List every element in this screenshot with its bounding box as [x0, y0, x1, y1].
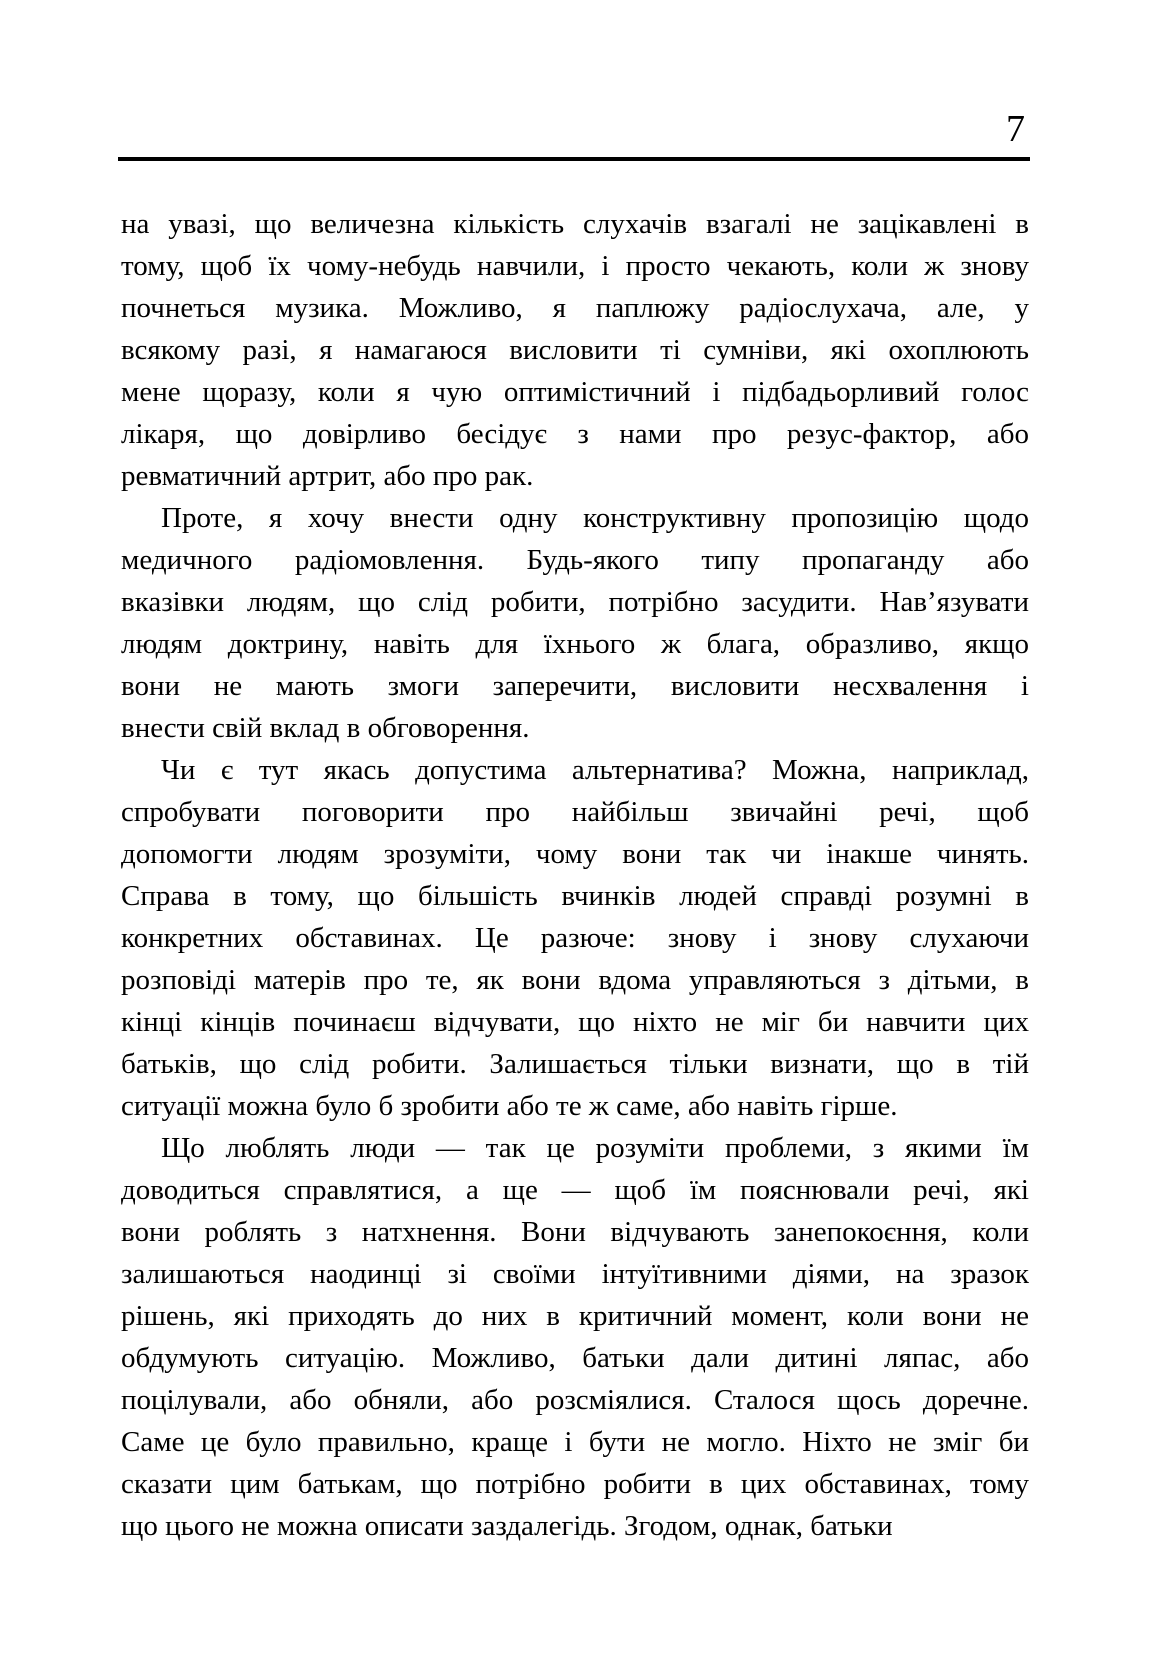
text-line: залишаються наодинці зі своїми інтуїтивними діями, на зразок — [121, 1258, 1029, 1290]
page-body — [121, 203, 1029, 1547]
text-line: вони не мають змоги заперечити, висловити несхвалення і — [121, 670, 1029, 702]
text-line: батьків, що слід робити. Залишається тільки визнати, що в тій — [121, 1048, 1029, 1080]
text-line: допомогти людям зрозуміти, чому вони так чи інакше чинять. — [121, 838, 1029, 870]
text-line: лікаря, що довірливо бесідує з нами про резус-фактор, або — [121, 418, 1029, 450]
text-line: вказівки людям, що слід робити, потрібно засудити. Нав’язувати — [121, 586, 1029, 618]
text-line: спробувати поговорити про найбільш звичайні речі, щоб — [121, 796, 1029, 828]
text-line: сказати цим батькам, що потрібно робити в цих обставинах, тому — [121, 1468, 1029, 1500]
text-line: обдумують ситуацію. Можливо, батьки дали дитині ляпас, або — [121, 1342, 1029, 1374]
text-line: поцілували, або обняли, або розсміялися. Сталося щось доречне. — [121, 1384, 1029, 1416]
text-line: всякому разі, я намагаюся висловити ті сумніви, які охоплюють — [121, 334, 1029, 366]
text-line: почнеться музика. Можливо, я паплюжу радіослухача, але, у — [121, 292, 1029, 324]
paragraph — [121, 203, 1029, 497]
text-line: ситуації можна було б зробити або те ж саме, або навіть гірше. — [121, 1090, 898, 1122]
text-line: тому, щоб їх чому-небудь навчили, і просто чекають, коли ж знову — [121, 250, 1029, 282]
text-line: доводиться справлятися, а ще — щоб їм пояснювали речі, які — [121, 1174, 1029, 1206]
text-line: кінці кінців починаєш відчувати, що ніхто не міг би навчити цих — [121, 1006, 1029, 1038]
text-line: Справа в тому, що більшість вчинків людей справді розумні в — [121, 880, 1029, 912]
text-line: конкретних обставинах. Це разюче: знову і знову слухаючи — [121, 922, 1029, 954]
text-line: Саме це було правильно, краще і бути не могло. Ніхто не зміг би — [121, 1426, 1029, 1458]
paragraph — [121, 1127, 1029, 1547]
page-number: 7 — [1006, 108, 1025, 150]
text-line: що цього не можна описати заздалегідь. Згодом, однак, батьки — [121, 1510, 893, 1542]
text-line: Що люблять люди — так це розуміти проблеми, з якими їм — [161, 1132, 1029, 1164]
page-header — [118, 0, 1030, 161]
text-line: мене щоразу, коли я чую оптимістичний і підбадьорливий голос — [121, 376, 1029, 408]
text-line: вони роблять з натхнення. Вони відчувають занепокоєння, коли — [121, 1216, 1029, 1248]
paragraph — [121, 749, 1029, 1127]
text-line: ревматичний артрит, або про рак. — [121, 460, 534, 492]
text-line: Чи є тут якась допустима альтернатива? Можна, наприклад, — [161, 754, 1029, 786]
text-line: людям доктрину, навіть для їхнього ж блага, образливо, якщо — [121, 628, 1029, 660]
text-line: рішень, які приходять до них в критичний момент, коли вони не — [121, 1300, 1029, 1332]
text-line: Проте, я хочу внести одну конструктивну пропозицію щодо — [161, 502, 1029, 534]
text-line: на увазі, що величезна кількість слухачів взагалі не зацікавлені в — [121, 208, 1029, 240]
paragraph — [121, 497, 1029, 749]
text-line: медичного радіомовлення. Будь-якого типу пропаганду або — [121, 544, 1029, 576]
text-line: розповіді матерів про те, як вони вдома управляються з дітьми, в — [121, 964, 1029, 996]
header-rule — [118, 157, 1030, 161]
text-line: внести свій вклад в обговорення. — [121, 712, 530, 744]
